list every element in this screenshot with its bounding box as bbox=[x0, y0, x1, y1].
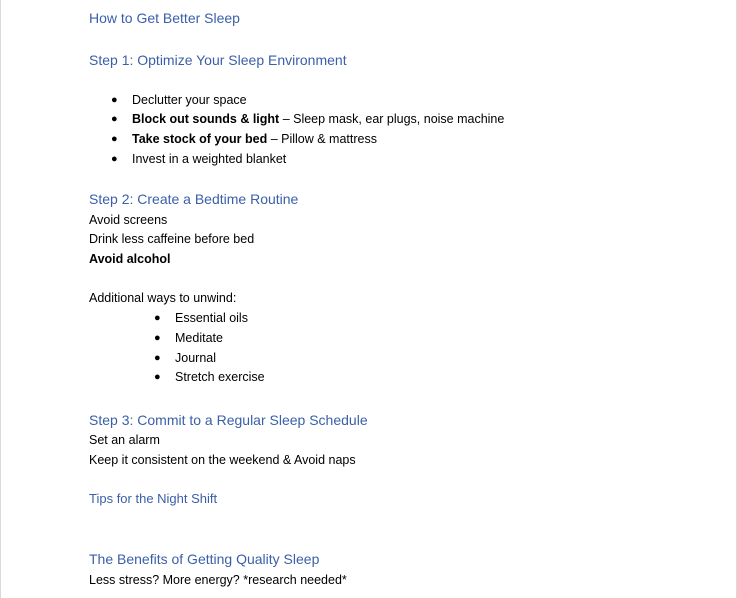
bullet-bold-text: Block out sounds & light bbox=[132, 112, 280, 126]
bullet-icon: ● bbox=[111, 113, 118, 125]
step1-heading: Step 1: Optimize Your Sleep Environment bbox=[89, 52, 347, 68]
bullet-text: Essential oils bbox=[175, 311, 248, 325]
bullet-icon: ● bbox=[154, 312, 161, 324]
bullet-text: Stretch exercise bbox=[175, 370, 265, 384]
benefits-text: Less stress? More energy? *research needed* bbox=[89, 573, 347, 587]
bullet-text: Declutter your space bbox=[132, 93, 247, 107]
step3-heading: Step 3: Commit to a Regular Sleep Schedule bbox=[89, 412, 368, 428]
bullet-icon: ● bbox=[111, 153, 118, 165]
unwind-label: Additional ways to unwind: bbox=[89, 291, 237, 305]
step2-heading: Step 2: Create a Bedtime Routine bbox=[89, 191, 299, 207]
bullet-text: Invest in a weighted blanket bbox=[132, 152, 287, 166]
bullet-icon: ● bbox=[154, 332, 161, 344]
bullet-text: Journal bbox=[175, 351, 216, 365]
bullet-content bbox=[132, 110, 504, 128]
bullet-bold-text: Take stock of your bed bbox=[132, 132, 268, 146]
bullet-text: – Sleep mask, ear plugs, noise machine bbox=[279, 112, 505, 126]
step2-line-2: Drink less caffeine before bed bbox=[89, 232, 255, 246]
bullet-text: – Pillow & mattress bbox=[267, 132, 377, 146]
bullet-icon: ● bbox=[111, 94, 118, 106]
benefits-heading: The Benefits of Getting Quality Sleep bbox=[89, 551, 320, 567]
bullet-text: Meditate bbox=[175, 331, 223, 345]
step3-line-2: Keep it consistent on the weekend & Avoid naps bbox=[89, 453, 356, 467]
step2-line-1: Avoid screens bbox=[89, 213, 168, 227]
bullet-content bbox=[132, 130, 377, 148]
bullet-icon: ● bbox=[154, 352, 161, 364]
document-title: How to Get Better Sleep bbox=[89, 10, 240, 26]
bullet-icon: ● bbox=[111, 133, 118, 145]
step3-line-1: Set an alarm bbox=[89, 433, 160, 447]
bullet-icon: ● bbox=[154, 371, 161, 383]
night-shift-heading: Tips for the Night Shift bbox=[89, 491, 218, 506]
step2-bold-line: Avoid alcohol bbox=[89, 252, 171, 266]
